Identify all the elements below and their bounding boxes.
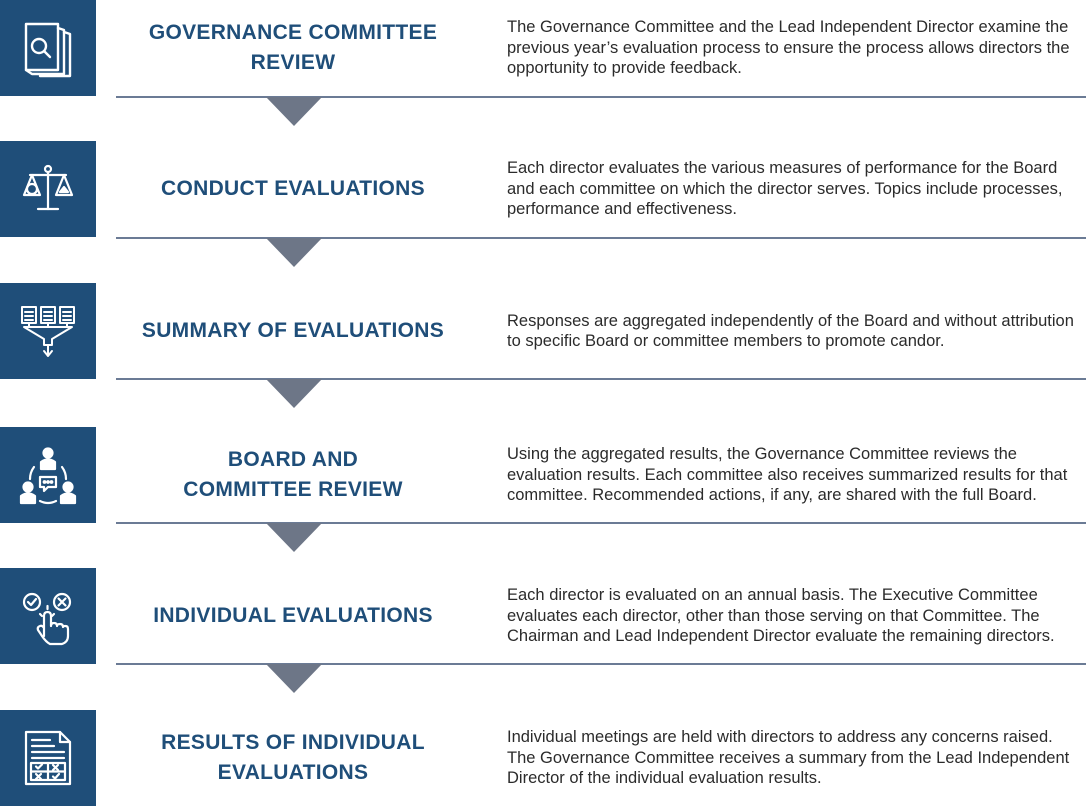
funnel-aggregate-icon [0,283,96,379]
divider [116,522,1086,524]
down-arrow-icon [266,238,322,267]
report-checklist-icon [0,710,96,806]
divider [116,378,1086,380]
process-step-results-individual-evaluations [0,710,1086,806]
step-title: RESULTS OF INDIVIDUAL EVALUATIONS [161,731,425,784]
process-step-summary-of-evaluations [0,283,1086,379]
step-description: The Governance Committee and the Lead Independent Director examine the previous year’s evaluation process to ensure the process allows directors the opportunity to provide feedback. [507,18,1070,78]
process-step-board-committee-review [0,427,1086,523]
step-title: SUMMARY OF EVALUATIONS [141,319,445,342]
process-step-governance-review [0,0,1086,96]
step-description: Each director is evaluated on an annual basis. The Executive Committee evaluates each director, other than those serving on that Committee. The Chairman and Lead Independent Director evaluate the remaining directors. [507,586,1055,646]
document-search-icon [0,0,96,96]
divider [116,96,1086,98]
step-description: Each director evaluates the various measures of performance for the Board and each committee on which the director serves. Topics include processes, performance and effectiveness. [507,159,1063,219]
down-arrow-icon [266,523,322,552]
divider [116,663,1086,665]
step-description: Individual meetings are held with directors to address any concerns raised. The Governance Committee receives a summary from the Lead Independent Director of the individual evaluation results. [507,728,1070,788]
step-description: Using the aggregated results, the Governance Committee reviews the evaluation results. Each committee also receives summarized results for that committee. Recommended actions, if any, are shared with the full Board. [507,445,1068,505]
step-description: Responses are aggregated independently of the Board and without attribution to specific Board or committee members to promote candor. [507,311,1074,350]
down-arrow-icon [266,379,322,408]
step-title: GOVERNANCE COMMITTEE REVIEW [148,21,438,74]
step-title: INDIVIDUAL EVALUATIONS [153,604,433,627]
step-title: BOARD AND COMMITTEE REVIEW [183,448,403,501]
step-title: CONDUCT EVALUATIONS [161,177,425,200]
balance-scale-icon [0,141,96,237]
divider [116,237,1086,239]
down-arrow-icon [266,664,322,693]
down-arrow-icon [266,97,322,126]
process-step-conduct-evaluations [0,141,1086,237]
team-discussion-icon [0,427,96,523]
process-step-individual-evaluations [0,568,1086,664]
hand-select-check-cross-icon [0,568,96,664]
